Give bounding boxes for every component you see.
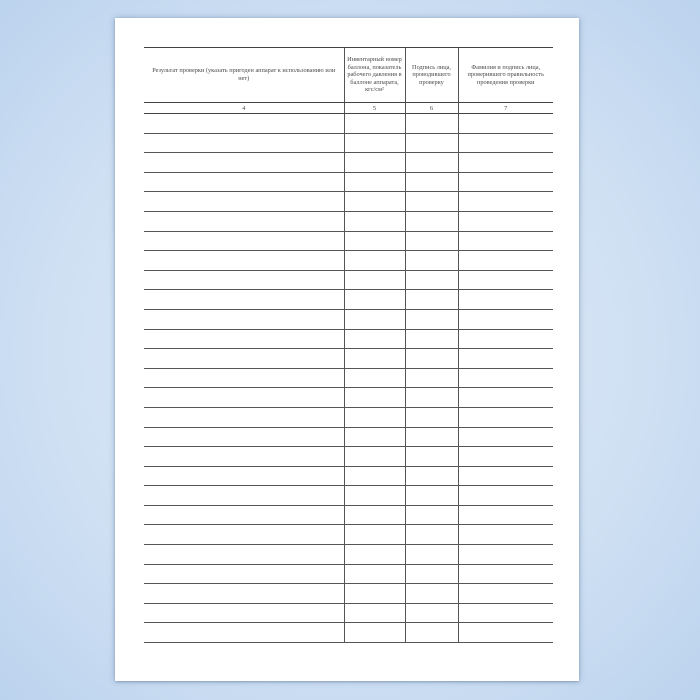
table-row [144, 133, 553, 153]
table-cell [458, 172, 553, 192]
table-cell [458, 231, 553, 251]
table-row [144, 407, 553, 427]
table-cell [144, 114, 344, 134]
table-cell [144, 368, 344, 388]
table-cell [405, 231, 458, 251]
column-number-row [144, 103, 553, 114]
table-row [144, 153, 553, 173]
table-cell [405, 525, 458, 545]
form-page [115, 18, 579, 681]
table-cell [458, 270, 553, 290]
column-header-inspector-signature: Подпись лица, проводившего проверку [405, 48, 458, 103]
table-cell [458, 447, 553, 467]
table-cell [344, 564, 405, 584]
table-cell [405, 211, 458, 231]
column-header-verifier-signature: Фамилия и подпись лица, проверившего правильность проведения проверки [458, 48, 553, 103]
column-number-5: 5 [344, 103, 405, 114]
inspection-log-table [144, 47, 553, 643]
column-header-result: Результат проверки (указать пригоден аппарат к использованию или нет) [144, 48, 344, 103]
table-cell [344, 545, 405, 565]
log-entries [144, 114, 553, 643]
table-cell [458, 211, 553, 231]
table-cell [144, 505, 344, 525]
table-cell [405, 486, 458, 506]
table-cell [344, 329, 405, 349]
table-cell [144, 427, 344, 447]
table-cell [344, 623, 405, 643]
table-cell [405, 153, 458, 173]
table-cell [344, 133, 405, 153]
table-cell [144, 584, 344, 604]
column-number-4: 4 [144, 103, 344, 114]
table-cell [344, 192, 405, 212]
table-cell [458, 388, 553, 408]
table-cell [144, 270, 344, 290]
table-cell [458, 114, 553, 134]
table-row [144, 525, 553, 545]
table-cell [458, 603, 553, 623]
table-cell [144, 290, 344, 310]
table-cell [344, 466, 405, 486]
table-cell [405, 349, 458, 369]
table-cell [458, 486, 553, 506]
column-header-cylinder-number: Инвентарный номер баллона, показатель рабочего давления в баллоне аппарата, кгс/см² [344, 48, 405, 103]
table-cell [405, 270, 458, 290]
table-cell [405, 623, 458, 643]
table-cell [144, 309, 344, 329]
table-cell [144, 603, 344, 623]
table-cell [344, 290, 405, 310]
table-cell [458, 525, 553, 545]
table-cell [458, 368, 553, 388]
table-cell [405, 427, 458, 447]
table-cell [344, 211, 405, 231]
table-cell [405, 388, 458, 408]
table-cell [344, 603, 405, 623]
table-cell [144, 349, 344, 369]
table-cell [405, 447, 458, 467]
table-cell [144, 564, 344, 584]
table-cell [458, 427, 553, 447]
table-row [144, 505, 553, 525]
table-cell [405, 584, 458, 604]
table-cell [405, 192, 458, 212]
table-cell [344, 270, 405, 290]
table-cell [144, 329, 344, 349]
table-row [144, 114, 553, 134]
table-cell [144, 466, 344, 486]
table-cell [405, 505, 458, 525]
table-cell [344, 368, 405, 388]
table-cell [458, 407, 553, 427]
table-cell [405, 309, 458, 329]
table-cell [405, 290, 458, 310]
table-cell [344, 349, 405, 369]
table-cell [144, 525, 344, 545]
table-cell [405, 133, 458, 153]
table-cell [144, 447, 344, 467]
table-row [144, 584, 553, 604]
table-cell [144, 211, 344, 231]
table-cell [458, 466, 553, 486]
table-row [144, 290, 553, 310]
table-cell [144, 133, 344, 153]
table-cell [458, 329, 553, 349]
table-row [144, 211, 553, 231]
table-cell [344, 153, 405, 173]
column-header-row [144, 48, 553, 103]
table-cell [458, 545, 553, 565]
table-row [144, 564, 553, 584]
table-row [144, 466, 553, 486]
table-row [144, 192, 553, 212]
table-row [144, 172, 553, 192]
table-cell [405, 368, 458, 388]
column-number-6: 6 [405, 103, 458, 114]
table-cell [344, 505, 405, 525]
table-cell [405, 564, 458, 584]
table-cell [344, 486, 405, 506]
table-row [144, 349, 553, 369]
table-cell [405, 466, 458, 486]
table-cell [458, 564, 553, 584]
table-cell [344, 251, 405, 271]
table-cell [344, 172, 405, 192]
table-cell [344, 231, 405, 251]
table-cell [458, 623, 553, 643]
table-row [144, 270, 553, 290]
table-row [144, 368, 553, 388]
table-row [144, 427, 553, 447]
table-cell [458, 251, 553, 271]
table-cell [405, 545, 458, 565]
column-number-7: 7 [458, 103, 553, 114]
table-cell [144, 251, 344, 271]
table-cell [144, 623, 344, 643]
table-cell [344, 114, 405, 134]
table-cell [144, 172, 344, 192]
table-cell [405, 603, 458, 623]
table-cell [144, 388, 344, 408]
table-cell [344, 525, 405, 545]
table-cell [344, 584, 405, 604]
table-cell [144, 545, 344, 565]
table-cell [458, 309, 553, 329]
table-cell [144, 407, 344, 427]
table-cell [144, 153, 344, 173]
table-cell [458, 349, 553, 369]
table-cell [344, 309, 405, 329]
table-cell [458, 192, 553, 212]
table-cell [405, 114, 458, 134]
table-cell [405, 172, 458, 192]
table-cell [458, 133, 553, 153]
table-cell [458, 505, 553, 525]
table-row [144, 388, 553, 408]
table-cell [405, 329, 458, 349]
table-cell [405, 251, 458, 271]
table-row [144, 603, 553, 623]
table-row [144, 447, 553, 467]
table-cell [458, 153, 553, 173]
table-cell [458, 584, 553, 604]
table-cell [144, 231, 344, 251]
table-cell [405, 407, 458, 427]
table-cell [344, 427, 405, 447]
table-row [144, 329, 553, 349]
table-cell [144, 486, 344, 506]
table-cell [458, 290, 553, 310]
table-row [144, 231, 553, 251]
table-row [144, 309, 553, 329]
table-cell [144, 192, 344, 212]
table-row [144, 486, 553, 506]
table-row [144, 623, 553, 643]
table-cell [344, 447, 405, 467]
table-cell [344, 388, 405, 408]
table-row [144, 545, 553, 565]
table-cell [344, 407, 405, 427]
table-row [144, 251, 553, 271]
